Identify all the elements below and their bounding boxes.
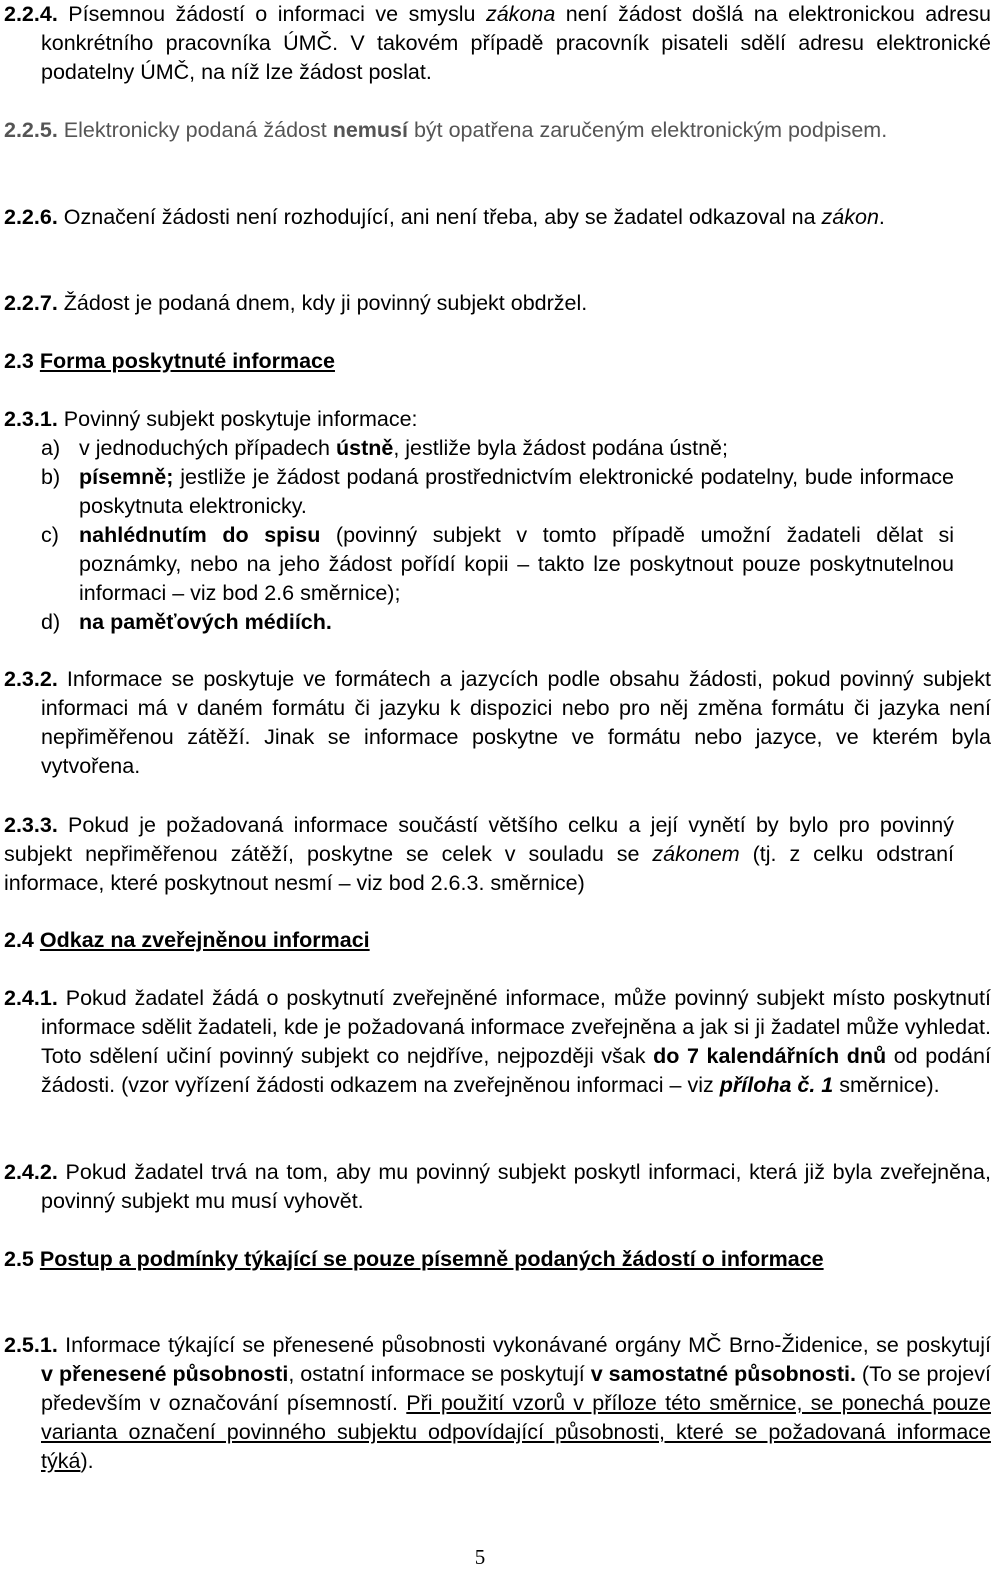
section-heading-2-5: 2.5 Postup a podmínky týkající se pouze písemně podaných žádostí o informace — [4, 1247, 824, 1271]
list-item-b: b) písemně; jestliže je žádost podaná prostřednictvím elektronické podatelny, bude informace poskytnuta elektronicky. — [41, 465, 954, 518]
section-heading-2-4: 2.4 Odkaz na zveřejněnou informaci — [4, 928, 370, 952]
paragraph-2-4-1: 2.4.1. Pokud žadatel žádá o poskytnutí zveřejněné informace, může povinný subjekt místo poskytnutí informace sdělit žadateli, kde je požadovaná informace zveřejněna a jak si ji žadatel může vyhledat. Toto sdělení učiní povinný subjekt co nejdříve, nejpozději však do 7 kalendářních dnů od podání žádosti. (vzor vyřízení žádosti odkazem na zveřejněnou informaci – viz příloha č. 1 směrnice). — [4, 986, 991, 1097]
list-item-a: a) v jednoduchých případech ústně, jestliže byla žádost podána ústně; — [41, 436, 728, 460]
paragraph-2-3-1 — [4, 405, 954, 637]
paragraph-2-4-2: 2.4.2. Pokud žadatel trvá na tom, aby mu povinný subjekt poskytl informaci, která již byla zveřejněna, povinný subjekt mu musí vyhovět. — [4, 1160, 991, 1213]
list-item-c: c) nahlédnutím do spisu (povinný subjekt v tomto případě umožní žadateli dělat si poznámky, nebo na jeho žádost pořídí kopii – takto lze poskytnout pouze poskytnutelnou informaci – viz bod 2.6 směrnice); — [41, 523, 954, 605]
paragraph-2-3-3: 2.3.3. Pokud je požadovaná informace součástí většího celku a její vynětí by bylo pro povinný subjekt nepřiměřenou zátěží, poskytne se celek v souladu se zákonem (tj. z celku odstraní informace, které poskytnout nesmí – viz bod 2.6.3. směrnice) — [4, 813, 954, 895]
paragraph-2-2-5: 2.2.5. Elektronicky podaná žádost nemusí být opatřena zaručeným elektronickým podpisem. — [4, 118, 888, 142]
paragraph-2-5-1: 2.5.1. Informace týkající se přenesené působnosti vykonávané orgány MČ Brno-Židenice, se poskytují v přenesené působnosti, ostatní informace se poskytují v samostatné působnosti. (To se projeví především v označování písemností. Při použití vzorů v příloze této směrnice, se ponechá pouze varianta označení povinného subjektu odpovídající působnosti, které se požadovaná informace týká). — [4, 1333, 991, 1473]
paragraph-2-3-1-intro: 2.3.1. Povinný subjekt poskytuje informace: — [4, 407, 418, 431]
paragraph-2-2-6: 2.2.6. Označení žádosti není rozhodující, ani není třeba, aby se žadatel odkazoval na zákon. — [4, 205, 885, 229]
paragraph-2-2-7: 2.2.7. Žádost je podaná dnem, kdy ji povinný subjekt obdržel. — [4, 291, 588, 315]
list-item-d: d) na paměťových médiích. — [41, 610, 332, 634]
section-heading-2-3: 2.3 Forma poskytnuté informace — [4, 349, 335, 373]
page-number: 5 — [474, 1545, 486, 1569]
paragraph-2-2-4: 2.2.4. Písemnou žádostí o informaci ve smyslu zákona není žádost došlá na elektronickou adresu konkrétního pracovníka ÚMČ. V takovém případě pracovník pisateli sdělí adresu elektronické podatelny ÚMČ, na níž lze žádost poslat. — [4, 2, 991, 84]
paragraph-2-3-2: 2.3.2. Informace se poskytuje ve formátech a jazycích podle obsahu žádosti, pokud povinný subjekt informaci má v daném formátu či jazyku k dispozici nebo pro něj změna formátu či jazyka není nepřiměřenou zátěží. Jinak se informace poskytne ve formátu nebo jazyce, ve kterém byla vytvořena. — [4, 667, 991, 778]
